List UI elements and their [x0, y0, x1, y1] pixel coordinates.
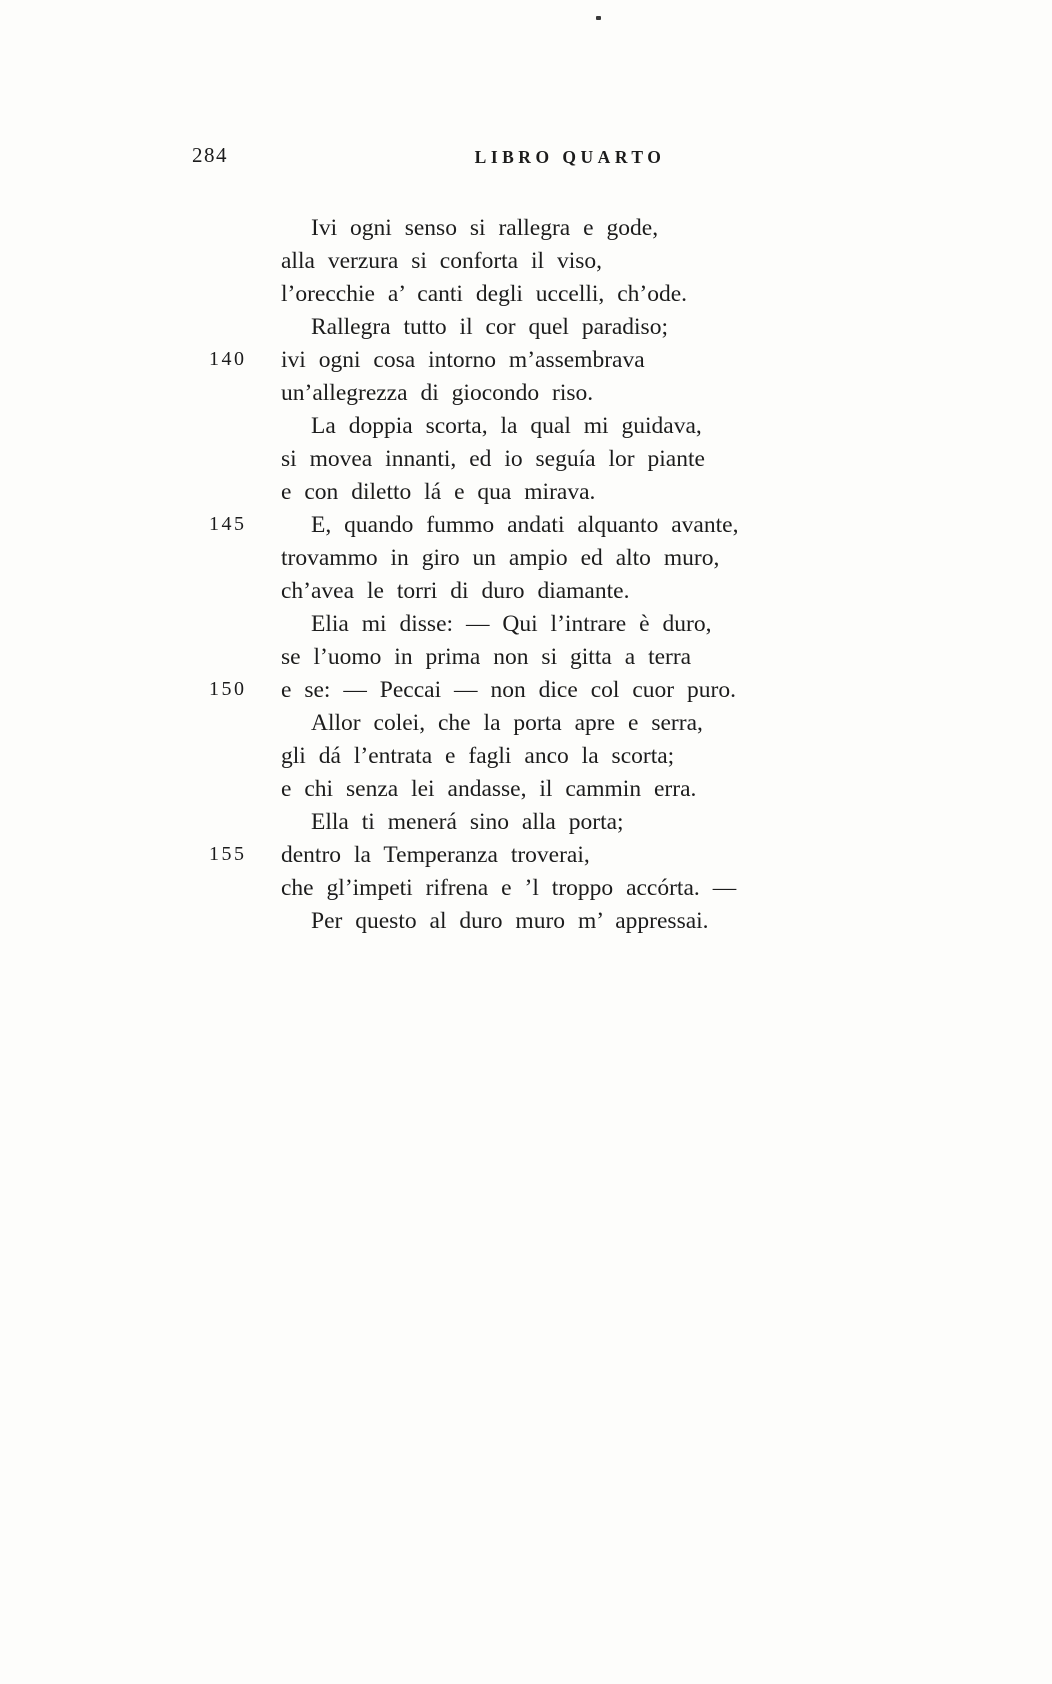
line-number: 150	[209, 678, 247, 700]
page-number: 284	[192, 143, 228, 167]
verse-text: La doppia scorta, la qual mi guidava,	[311, 413, 702, 439]
verse-line	[0, 278, 1052, 311]
verse-text: dentro la Temperanza troverai,	[281, 842, 590, 868]
verse-text: trovammo in giro un ampio ed alto muro,	[281, 545, 720, 571]
verse-text: e se: — Peccai — non dice col cuor puro.	[281, 677, 736, 703]
verse-text: E, quando fummo andati alquanto avante,	[311, 512, 739, 538]
verse-text: Ella ti menerá sino alla porta;	[311, 809, 624, 835]
verse-line	[0, 542, 1052, 575]
verse-line	[0, 476, 1052, 509]
verse-line	[0, 641, 1052, 674]
verse-line	[0, 344, 1052, 377]
verse-text: Per questo al duro muro m’ appressai.	[311, 908, 709, 934]
verse-line	[0, 212, 1052, 245]
verse-text: Allor colei, che la porta apre e serra,	[311, 710, 703, 736]
verse-line	[0, 575, 1052, 608]
verse-line	[0, 905, 1052, 938]
verse-text: che gl’impeti rifrena e ’l troppo accórta. —	[281, 875, 737, 901]
verse-text: gli dá l’entrata e fagli anco la scorta;	[281, 743, 675, 769]
running-header: LIBRO QUARTO	[474, 147, 666, 167]
verse-text: l’orecchie a’ canti degli uccelli, ch’ode.	[281, 281, 688, 307]
verse-line	[0, 377, 1052, 410]
verse-text: Rallegra tutto il cor quel paradiso;	[311, 314, 668, 340]
verse-line	[0, 740, 1052, 773]
verse-line	[0, 410, 1052, 443]
verse-line	[0, 443, 1052, 476]
verse-line	[0, 608, 1052, 641]
verse-text: Ivi ogni senso si rallegra e gode,	[311, 215, 659, 241]
verse-line	[0, 707, 1052, 740]
verse-line	[0, 806, 1052, 839]
verse-line	[0, 509, 1052, 542]
verse-text: alla verzura si conforta il viso,	[281, 248, 603, 274]
verse-line	[0, 245, 1052, 278]
verse-text: Elia mi disse: — Qui l’intrare è duro,	[311, 611, 712, 637]
verse-line	[0, 773, 1052, 806]
verse-text: se l’uomo in prima non si gitta a terra	[281, 644, 692, 670]
line-number: 155	[209, 843, 247, 865]
verse-line	[0, 674, 1052, 707]
verse-text: e con diletto lá e qua mirava.	[281, 479, 596, 505]
verse-text: si movea innanti, ed io seguía lor piante	[281, 446, 705, 472]
line-number: 145	[209, 513, 247, 535]
verse-line	[0, 872, 1052, 905]
line-number: 140	[209, 348, 247, 370]
scan-speck	[596, 16, 601, 20]
verse-line	[0, 839, 1052, 872]
verse-text: un’allegrezza di giocondo riso.	[281, 380, 594, 406]
verse-text: e chi senza lei andasse, il cammin erra.	[281, 776, 697, 802]
verse-line	[0, 311, 1052, 344]
verse-text: ivi ogni cosa intorno m’assembrava	[281, 347, 645, 373]
poem-block	[0, 212, 1052, 938]
verse-text: ch’avea le torri di duro diamante.	[281, 578, 630, 604]
